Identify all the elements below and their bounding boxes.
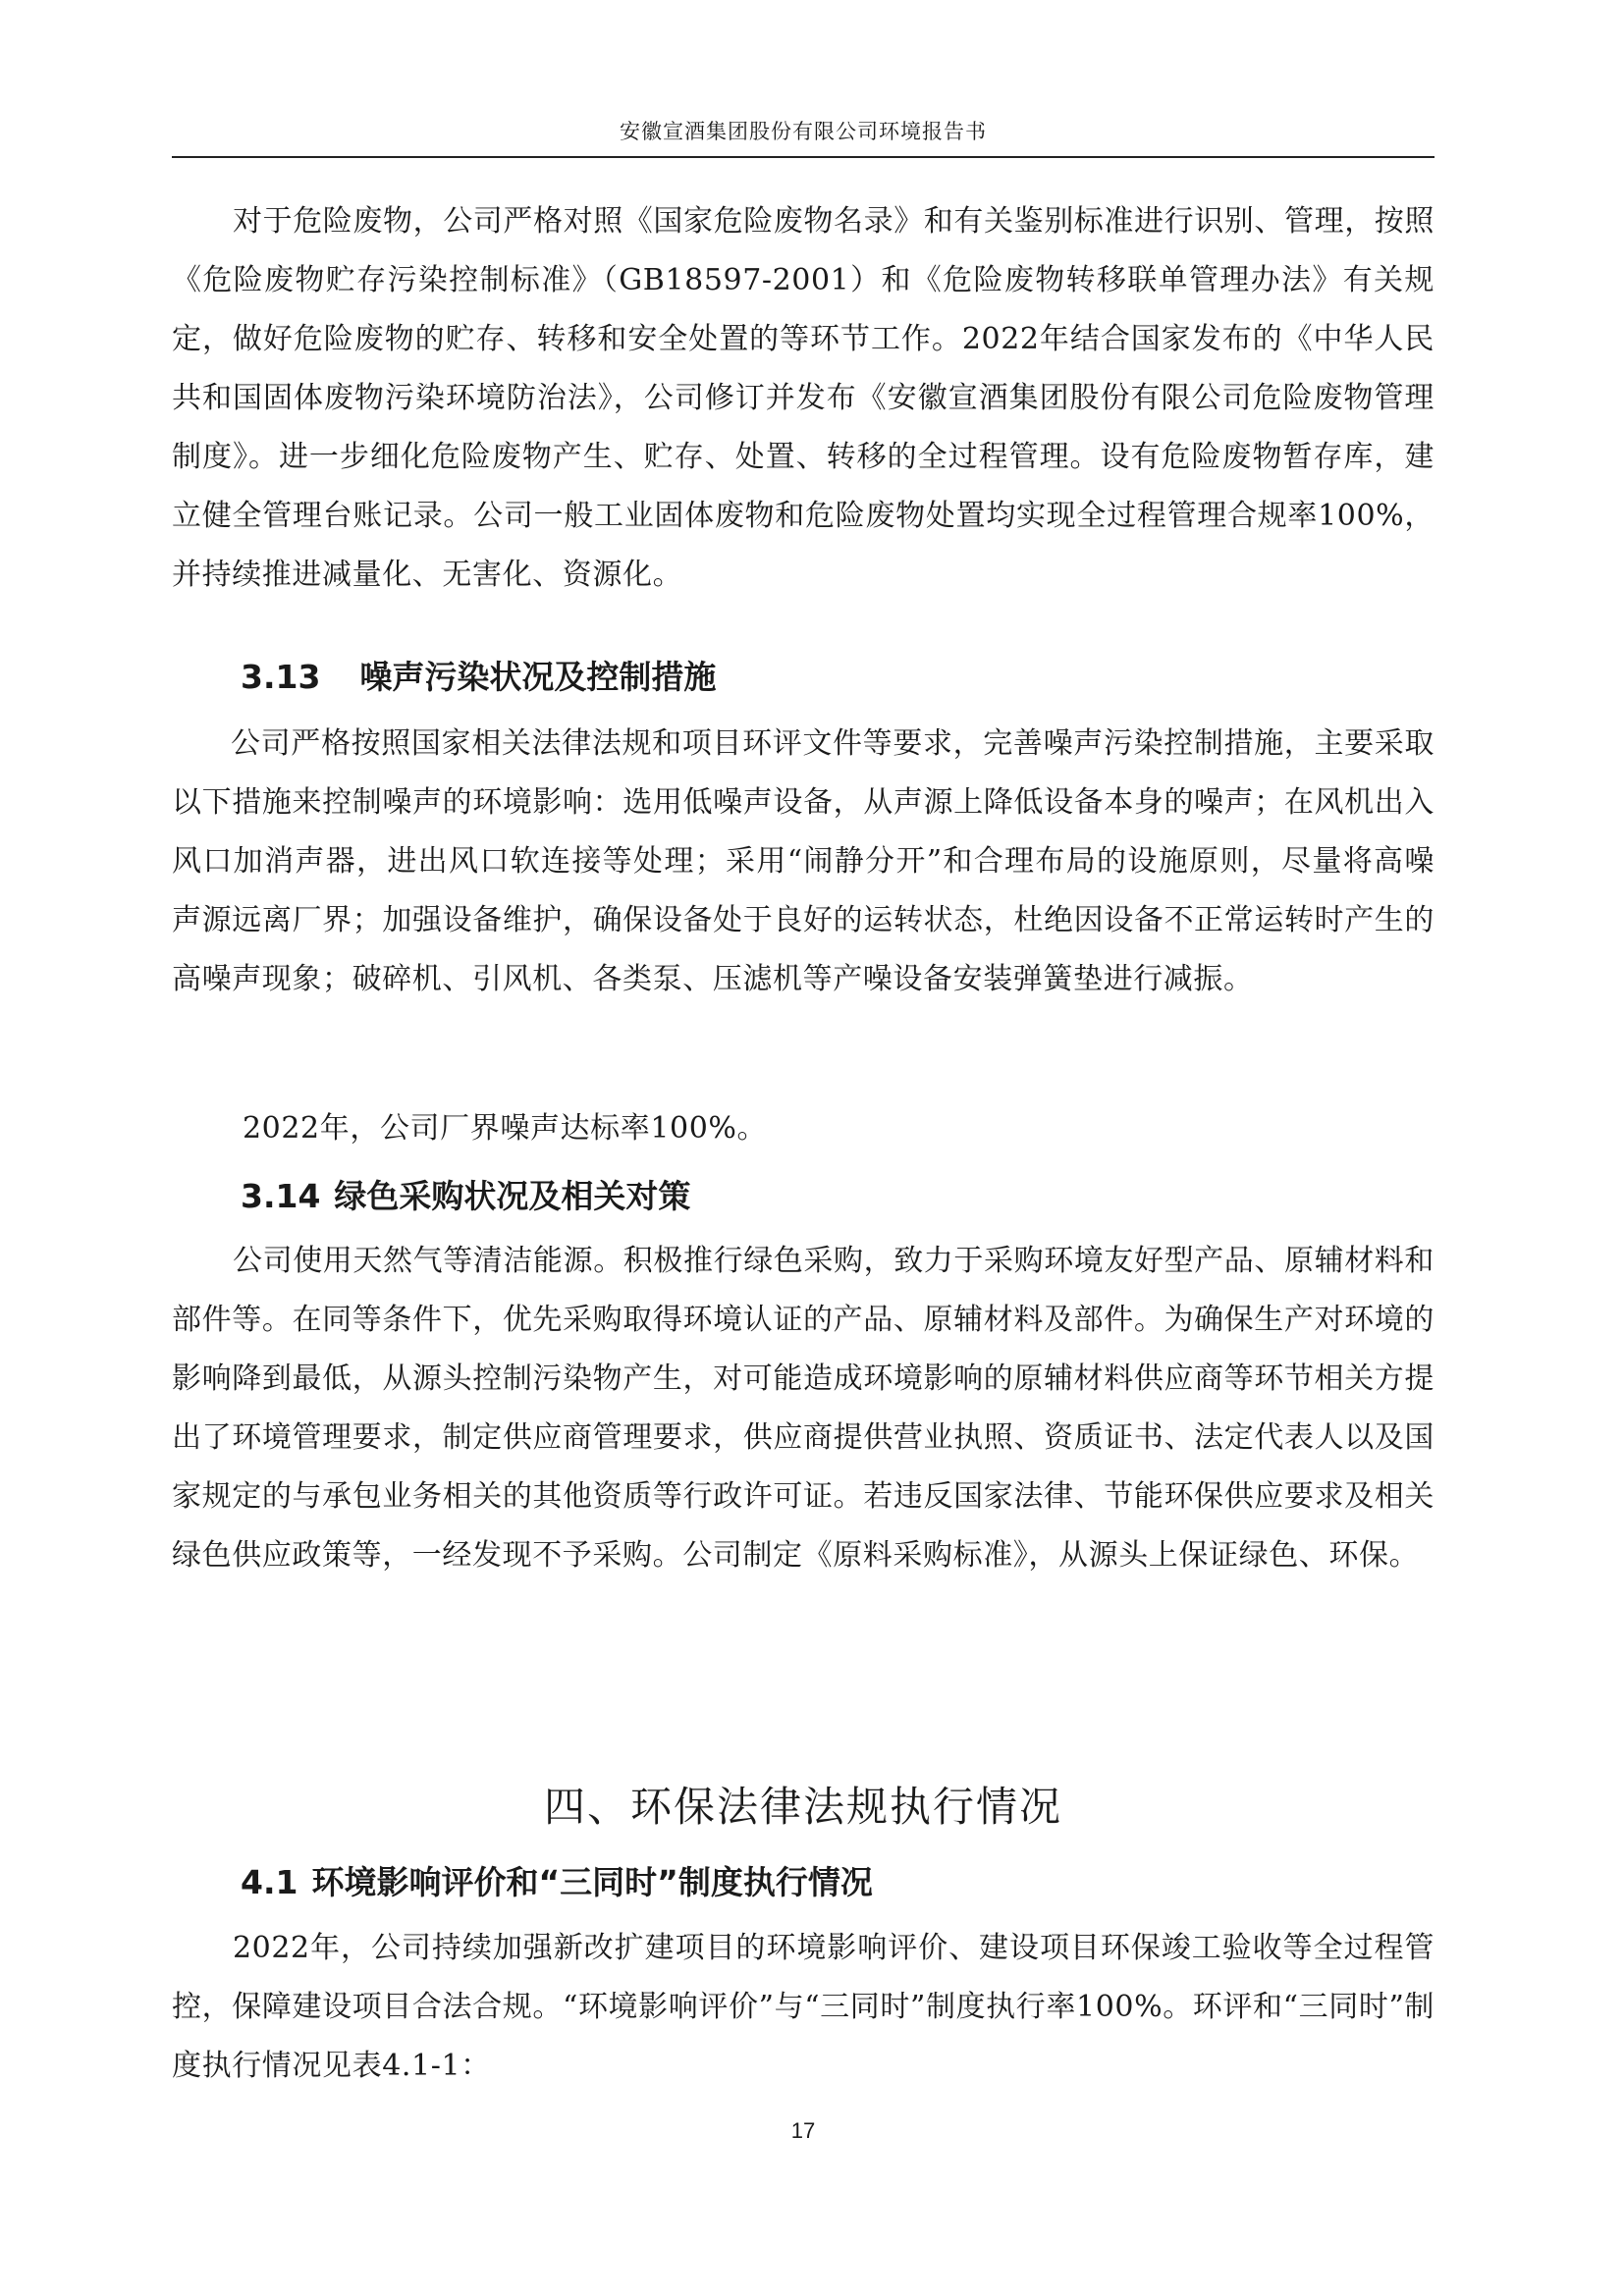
section-title: 环境影响评价和“三同时”制度执行情况 bbox=[311, 1863, 873, 1901]
section-title: 绿色采购状况及相关对策 bbox=[334, 1177, 691, 1215]
section-3-13-heading bbox=[241, 652, 716, 698]
section-number: 3.13 bbox=[241, 658, 321, 696]
section-4-1-heading bbox=[241, 1857, 873, 1903]
header-divider bbox=[172, 156, 1435, 158]
chapter-4-title: 四、环保法律法规执行情况 bbox=[543, 1783, 1062, 1831]
section-title: 噪声污染状况及控制措施 bbox=[359, 658, 717, 696]
page-number: 17 bbox=[790, 2118, 816, 2143]
noise-control-paragraph: 公司严格按照国家相关法律法规和项目环评文件等要求，完善噪声污染控制措施，主要采取以下措施来控制噪声的环境影响：选用低噪声设备，从声源上降低设备本身的噪声；在风机出入风口加消声器，进出风口软连接等处理；采用“闹静分开”和合理布局的设施原则，尽量将高噪声源远离厂界；加强设备维护，确保设备处于良好的运转状态，杜绝因设备不正常运转时产生的高噪声现象；破碎机、引风机、各类泵、压滤机等产噪设备安装弹簧垫进行减振。 bbox=[172, 726, 1435, 996]
page-header: 安徽宣酒集团股份有限公司环境报告书 bbox=[620, 120, 987, 143]
eia-paragraph: 2022年，公司持续加强新改扩建项目的环境影响评价、建设项目环保竣工验收等全过程管控，保障建设项目合法合规。“环境影响评价”与“三同时”制度执行率100%。环评和“三同时”制度执行情况见表4.1-1： bbox=[172, 1931, 1435, 2083]
noise-compliance-paragraph: 2022年，公司厂界噪声达标率100%。 bbox=[243, 1111, 768, 1146]
green-procurement-paragraph: 公司使用天然气等清洁能源。积极推行绿色采购，致力于采购环境友好型产品、原辅材料和部件等。在同等条件下，优先采购取得环境认证的产品、原辅材料及部件。为确保生产对环境的影响降到最低，从源头控制污染物产生，对可能造成环境影响的原辅材料供应商等环节相关方提出了环境管理要求，制定供应商管理要求，供应商提供营业执照、资质证书、法定代表人以及国家规定的与承包业务相关的其他资质等行政许可证。若违反国家法律、节能环保供应要求及相关绿色供应政策等，一经发现不予采购。公司制定《原料采购标准》，从源头上保证绿色、环保。 bbox=[172, 1244, 1435, 1573]
section-number: 4.1 bbox=[241, 1863, 298, 1901]
section-number: 3.14 bbox=[241, 1177, 321, 1215]
section-3-14-heading bbox=[241, 1171, 690, 1217]
hazardous-waste-paragraph: 对于危险废物，公司严格对照《国家危险废物名录》和有关鉴别标准进行识别、管理，按照《危险废物贮存污染控制标准》（GB18597-2001）和《危险废物转移联单管理办法》有关规定，做好危险废物的贮存、转移和安全处置的等环节工作。2022年结合国家发布的《中华人民共和国固体废物污染环境防治法》，公司修订并发布《安徽宣酒集团股份有限公司危险废物管理制度》。进一步细化危险废物产生、贮存、处置、转移的全过程管理。设有危险废物暂存库，建立健全管理台账记录。公司一般工业固体废物和危险废物处置均实现全过程管理合规率100%，并持续推进减量化、无害化、资源化。 bbox=[172, 204, 1435, 592]
